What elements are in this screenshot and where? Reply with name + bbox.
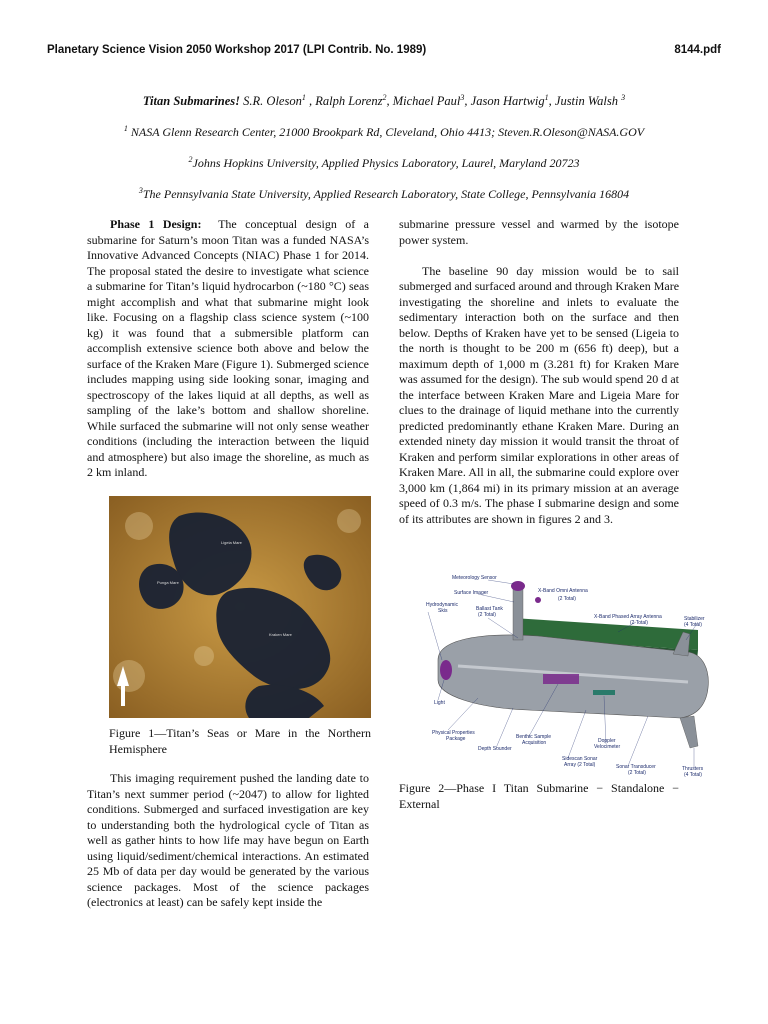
figure-2-caption: Figure 2—Phase I Titan Submarine − Standalone − External [399,781,679,811]
label-xband-omni: X-Band Omni Antenna [538,588,588,594]
label-physical-2: Package [446,736,466,742]
titan-submarine-diagram [418,570,714,780]
label-thrusters-2: (4 Total) [684,772,702,778]
left-column-continued [87,771,369,911]
map-label: Ligeia Mare [221,540,242,545]
author: Michael Paul [392,94,461,109]
label-doppler: Doppler [598,738,616,744]
figure-1-caption: Figure 1—Titan’s Seas or Mare in the Northern Hemisphere [109,726,371,756]
author-sup: 3 [460,93,465,102]
label-stabilizer: Stabilizer [684,616,705,622]
section-heading: Phase 1 Design: [110,217,202,231]
label-transducer: Sonar Transducer [616,764,656,770]
affiliation-2: $^2$Johns Hopkins University, Applied Physics Laboratory, Laurel, Maryland 20723 [188,155,580,170]
label-phased: X-Band Phased Array Antenna [594,614,662,620]
left-column [87,217,369,481]
paragraph-3: The baseline 90 day mission would be to sail submerged and surfaced around and through Kraken Mare investigating the shoreline and inlets to evaluate the sedimentary interaction both on the surface and then below. Depths of Kraken have yet to be sensed (Ligeia to the north is thought to be 200 m (656 ft) deep), but a maximum depth of 1,000 m (3.281 ft) for Kraken Mare was assumed for the design). The sub would spend 20 d at the interface between Kraken Mare and Ligeia Mare for clues to the drainage of liquid methane into the currently predicted predominantly ethane Kraken Mare. During an extended ninety day mission it would transit the throat of Kraken and perform similar explorations in other areas of Kraken Mare. All in all, the submarine could explore over 3,000 km (1,864 mi) in its primary mission at an average speed of 0.3 m/s. The phase I submarine design and some of its attributes are shown in figures 2 and 3. [399,263,680,526]
map-label: Kraken Mare [269,632,292,637]
label-depth: Depth Sounder [478,746,512,752]
author-sup: 1 [544,93,549,102]
file-name: 8144.pdf [674,44,721,56]
right-column [399,217,679,527]
paragraph-2-continued: submarine pressure vessel and warmed by the isotope power system. [399,217,679,247]
paragraph-1: Phase 1 Design: The conceptual design of a submarine for Saturn’s moon Titan was a funded NASA’s Innovative Advanced Concepts (NIAC) Phase 1 for 2014. The proposal stated the desire to investigate what science a submarine for Titan’s liquid hydrocarbon (~180 °C) seas might accomplish and what that submarine might look like. Focusing on a flagship class science system (~100 kg) it was found that a submersible platform can accomplish extensive science both above and below the surface of the Kraken Mare (Figure 1). Submerged science includes mapping using side looking sonar, imaging and spectroscopy of the lakes liquid at all depths, as well as sampling of the lake’s bottom and shallow shoreline. While surfaced the submarine will not only sense weather conditions (including the interaction between the liquid and atmosphere) but also image the shoreline, as much as 2 km inland. [87,217,369,479]
paragraph-2: This imaging requirement pushed the landing date to Titan’s next summer period (~2047) to allow for lighted conditions. Submerged and surfaced investigation are key to understanding both the hydrological cycle of Titan as well as gather hints to how life may have begun on Earth using liquid/sediment/chemical interactions. An estimated 25 Mb of data per day would be generated by the various science packages. Most of the science packages (electronics at least) can be safely kept inside the [87,771,369,909]
label-hydro: Hydrodynamic [426,602,458,608]
label-benthic-2: Acquisition [522,740,547,746]
affiliation-3: $^3$The Pennsylvania State University, Applied Research Laboratory, State College, Pennsylvania 16804 [138,186,630,201]
paragraph-gap [399,248,679,264]
label-ballast-count: (2 Total) [478,612,496,618]
author: S.R. Oleson [243,94,302,109]
label-stabilizer-count: (4 Total) [684,622,702,628]
paper-title: Titan Submarines! [142,94,241,109]
label-sidescan-2: Array (2 Total) [564,762,596,768]
label-surface-imager: Surface Imager [454,590,489,596]
author-sup: 3 [621,93,626,102]
label-thrusters: Thrusters [682,766,704,772]
map-label: Punga Mare [157,580,179,585]
running-header: Planetary Science Vision 2050 Workshop 2017 (LPI Contrib. No. 1989) [47,44,427,56]
label-doppler-2: Velocimeter [594,744,621,750]
titan-seas-map [109,496,371,718]
author: Justin Walsh [554,94,618,109]
author: Ralph Lorenz [315,94,383,109]
label-ballast: Ballast Tank [476,606,503,612]
paper-title-line: Titan Submarines! S.R. Oleson$^1$ , Ralph Lorenz$^2$, Michael Paul$^3$, Jason Hartwig$^1$, Justin Walsh $^3$ [142,93,626,109]
author-sup: 2 [382,93,387,102]
label-phased-count: (2 Total) [630,620,648,626]
label-transducer-2: (2 Total) [628,770,646,776]
author: Jason Hartwig [470,94,545,109]
label-sidescan: Sidescan Sonar [562,756,598,762]
label-meteorology: Meteorology Sensor [452,575,497,581]
label-light: Light [434,700,445,706]
label-benthic: Benthic Sample [516,734,552,740]
label-xband-omni-count: (2 Total) [558,596,576,602]
author-sup: 1 [301,93,306,102]
label-physical: Physical Properties [432,730,475,736]
label-hydro-2: Skis [438,608,448,614]
affiliation-1: $^1$ NASA Glenn Research Center, 21000 Brookpark Rd, Cleveland, Ohio 4413; Steven.R.Oleson@NASA.GOV [123,124,645,139]
